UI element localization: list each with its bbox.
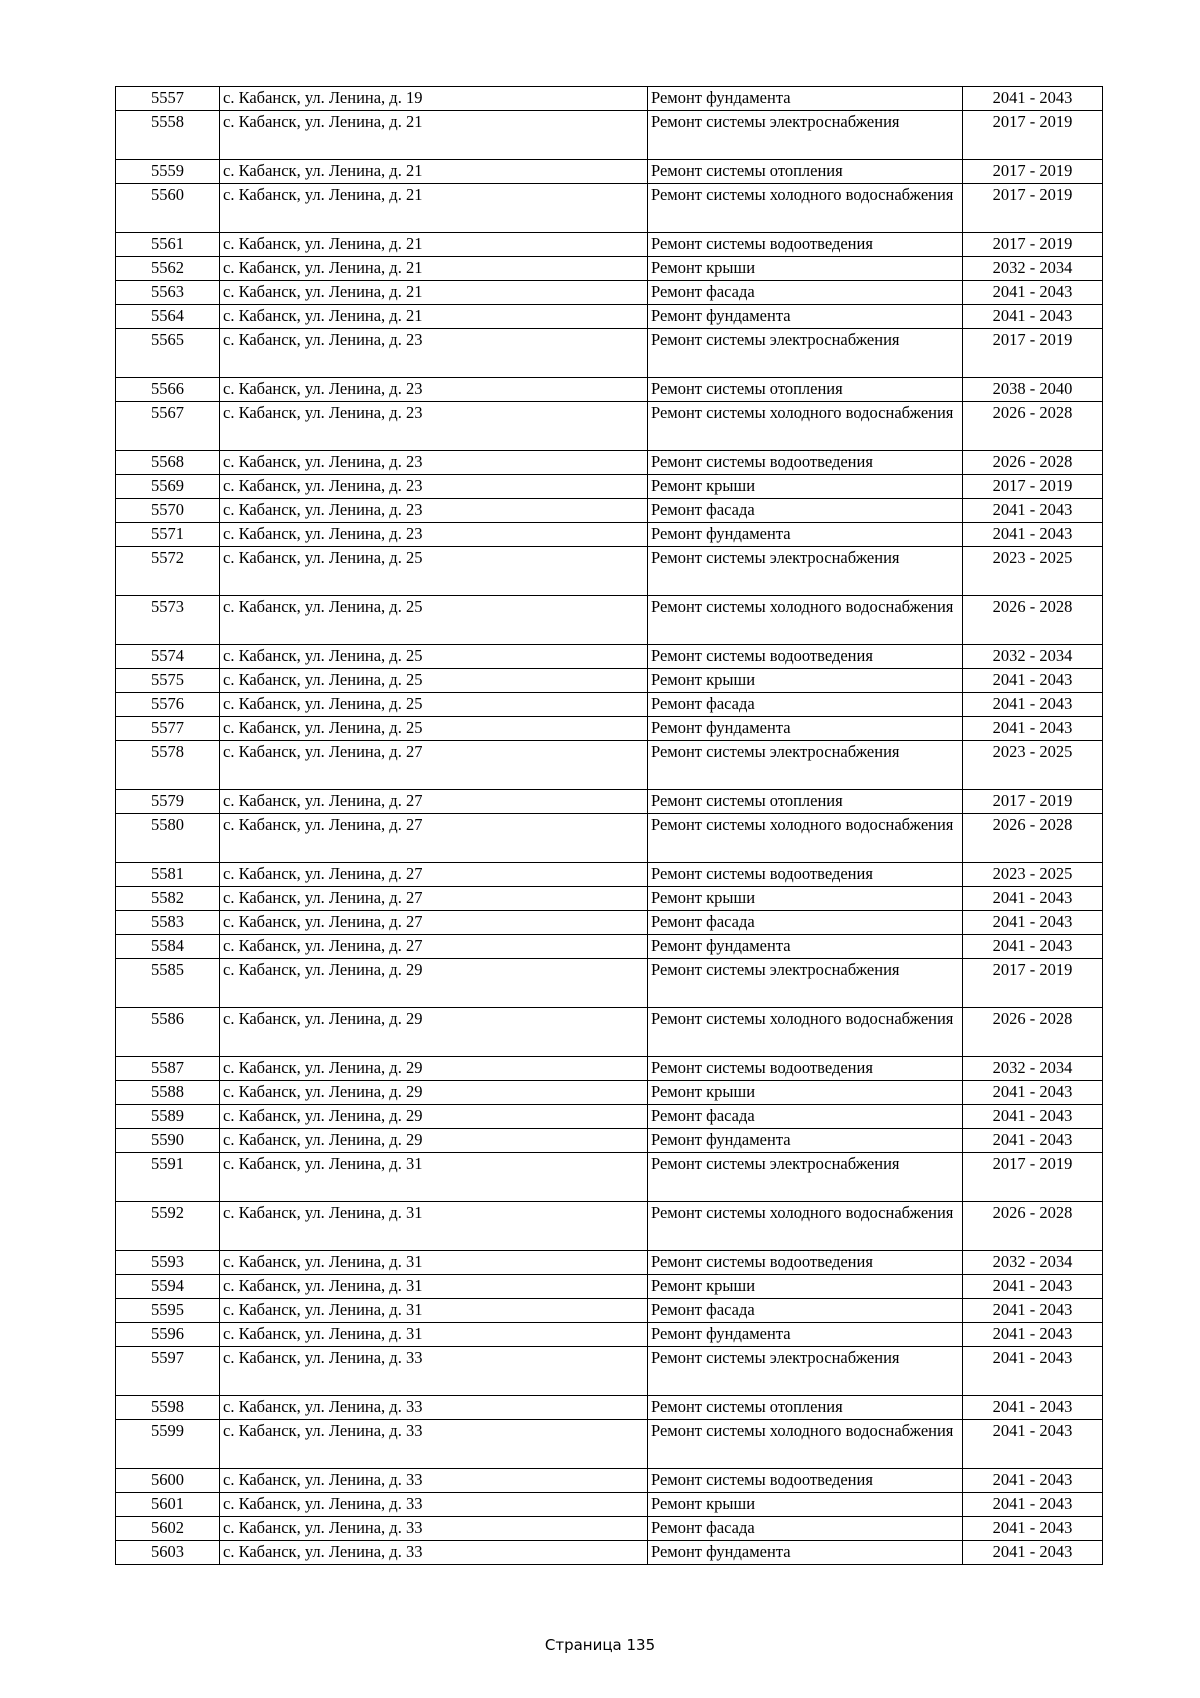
- table-row: [116, 1347, 1103, 1396]
- address-cell: с. Кабанск, ул. Ленина, д. 29: [220, 1105, 648, 1129]
- work-type-cell: Ремонт системы водоотведения: [648, 645, 963, 669]
- table-row: [116, 959, 1103, 1008]
- table-row: [116, 305, 1103, 329]
- work-type-cell: Ремонт фасада: [648, 499, 963, 523]
- work-type-cell: Ремонт системы электроснабжения: [648, 547, 963, 596]
- row-number-cell: 5596: [116, 1323, 220, 1347]
- table-row: [116, 596, 1103, 645]
- table-row: [116, 378, 1103, 402]
- period-cell: 2026 - 2028: [963, 402, 1103, 451]
- table-row: [116, 1517, 1103, 1541]
- address-cell: с. Кабанск, ул. Ленина, д. 31: [220, 1323, 648, 1347]
- table-row: [116, 1153, 1103, 1202]
- address-cell: с. Кабанск, ул. Ленина, д. 25: [220, 669, 648, 693]
- row-number-cell: 5571: [116, 523, 220, 547]
- row-number-cell: 5560: [116, 184, 220, 233]
- address-cell: с. Кабанск, ул. Ленина, д. 25: [220, 596, 648, 645]
- period-cell: 2041 - 2043: [963, 1493, 1103, 1517]
- period-cell: 2041 - 2043: [963, 1129, 1103, 1153]
- table-row: [116, 402, 1103, 451]
- table-row: [116, 1129, 1103, 1153]
- row-number-cell: 5599: [116, 1420, 220, 1469]
- address-cell: с. Кабанск, ул. Ленина, д. 21: [220, 160, 648, 184]
- period-cell: 2023 - 2025: [963, 741, 1103, 790]
- work-type-cell: Ремонт системы водоотведения: [648, 1469, 963, 1493]
- table-row: [116, 111, 1103, 160]
- work-type-cell: Ремонт фасада: [648, 1299, 963, 1323]
- address-cell: с. Кабанск, ул. Ленина, д. 31: [220, 1153, 648, 1202]
- work-type-cell: Ремонт фундамента: [648, 935, 963, 959]
- work-type-cell: Ремонт фундамента: [648, 1541, 963, 1565]
- table-row: [116, 257, 1103, 281]
- table-row: [116, 693, 1103, 717]
- period-cell: 2041 - 2043: [963, 1299, 1103, 1323]
- row-number-cell: 5562: [116, 257, 220, 281]
- row-number-cell: 5565: [116, 329, 220, 378]
- period-cell: 2032 - 2034: [963, 645, 1103, 669]
- row-number-cell: 5580: [116, 814, 220, 863]
- address-cell: с. Кабанск, ул. Ленина, д. 27: [220, 911, 648, 935]
- period-cell: 2041 - 2043: [963, 887, 1103, 911]
- period-cell: 2041 - 2043: [963, 693, 1103, 717]
- row-number-cell: 5581: [116, 863, 220, 887]
- work-type-cell: Ремонт фасада: [648, 1517, 963, 1541]
- period-cell: 2041 - 2043: [963, 1323, 1103, 1347]
- row-number-cell: 5592: [116, 1202, 220, 1251]
- period-cell: 2041 - 2043: [963, 1469, 1103, 1493]
- address-cell: с. Кабанск, ул. Ленина, д. 23: [220, 523, 648, 547]
- table-row: [116, 717, 1103, 741]
- work-type-cell: Ремонт системы отопления: [648, 790, 963, 814]
- address-cell: с. Кабанск, ул. Ленина, д. 23: [220, 499, 648, 523]
- table-row: [116, 1202, 1103, 1251]
- work-type-cell: Ремонт системы электроснабжения: [648, 1153, 963, 1202]
- table-row: [116, 669, 1103, 693]
- table-row: [116, 1081, 1103, 1105]
- address-cell: с. Кабанск, ул. Ленина, д. 23: [220, 475, 648, 499]
- work-type-cell: Ремонт системы водоотведения: [648, 451, 963, 475]
- work-type-cell: Ремонт фундамента: [648, 87, 963, 111]
- work-type-cell: Ремонт системы электроснабжения: [648, 959, 963, 1008]
- row-number-cell: 5597: [116, 1347, 220, 1396]
- work-type-cell: Ремонт системы отопления: [648, 378, 963, 402]
- period-cell: 2023 - 2025: [963, 863, 1103, 887]
- row-number-cell: 5595: [116, 1299, 220, 1323]
- period-cell: 2017 - 2019: [963, 160, 1103, 184]
- table-row: [116, 281, 1103, 305]
- address-cell: с. Кабанск, ул. Ленина, д. 29: [220, 1129, 648, 1153]
- table-row: [116, 1541, 1103, 1565]
- period-cell: 2017 - 2019: [963, 233, 1103, 257]
- table-row: [116, 741, 1103, 790]
- table-row: [116, 1323, 1103, 1347]
- address-cell: с. Кабанск, ул. Ленина, д. 29: [220, 1057, 648, 1081]
- row-number-cell: 5577: [116, 717, 220, 741]
- work-type-cell: Ремонт системы холодного водоснабжения: [648, 402, 963, 451]
- work-type-cell: Ремонт системы холодного водоснабжения: [648, 1202, 963, 1251]
- table-row: [116, 645, 1103, 669]
- address-cell: с. Кабанск, ул. Ленина, д. 21: [220, 233, 648, 257]
- address-cell: с. Кабанск, ул. Ленина, д. 23: [220, 378, 648, 402]
- work-type-cell: Ремонт системы отопления: [648, 160, 963, 184]
- address-cell: с. Кабанск, ул. Ленина, д. 25: [220, 645, 648, 669]
- period-cell: 2041 - 2043: [963, 281, 1103, 305]
- row-number-cell: 5572: [116, 547, 220, 596]
- row-number-cell: 5589: [116, 1105, 220, 1129]
- table-body: [116, 87, 1103, 1565]
- period-cell: 2041 - 2043: [963, 669, 1103, 693]
- table-row: [116, 1251, 1103, 1275]
- table-row: [116, 1105, 1103, 1129]
- address-cell: с. Кабанск, ул. Ленина, д. 31: [220, 1275, 648, 1299]
- row-number-cell: 5594: [116, 1275, 220, 1299]
- row-number-cell: 5591: [116, 1153, 220, 1202]
- work-type-cell: Ремонт крыши: [648, 1275, 963, 1299]
- period-cell: 2032 - 2034: [963, 1057, 1103, 1081]
- table-row: [116, 1396, 1103, 1420]
- address-cell: с. Кабанск, ул. Ленина, д. 21: [220, 184, 648, 233]
- address-cell: с. Кабанск, ул. Ленина, д. 21: [220, 305, 648, 329]
- work-type-cell: Ремонт крыши: [648, 1081, 963, 1105]
- work-type-cell: Ремонт системы водоотведения: [648, 1057, 963, 1081]
- period-cell: 2032 - 2034: [963, 1251, 1103, 1275]
- address-cell: с. Кабанск, ул. Ленина, д. 29: [220, 959, 648, 1008]
- row-number-cell: 5601: [116, 1493, 220, 1517]
- address-cell: с. Кабанск, ул. Ленина, д. 27: [220, 814, 648, 863]
- table-row: [116, 499, 1103, 523]
- table-row: [116, 1299, 1103, 1323]
- work-type-cell: Ремонт фасада: [648, 281, 963, 305]
- address-cell: с. Кабанск, ул. Ленина, д. 27: [220, 887, 648, 911]
- row-number-cell: 5564: [116, 305, 220, 329]
- period-cell: 2023 - 2025: [963, 547, 1103, 596]
- period-cell: 2041 - 2043: [963, 1420, 1103, 1469]
- period-cell: 2041 - 2043: [963, 911, 1103, 935]
- address-cell: с. Кабанск, ул. Ленина, д. 31: [220, 1299, 648, 1323]
- table-row: [116, 233, 1103, 257]
- period-cell: 2017 - 2019: [963, 111, 1103, 160]
- work-type-cell: Ремонт фундамента: [648, 1323, 963, 1347]
- row-number-cell: 5583: [116, 911, 220, 935]
- address-cell: с. Кабанск, ул. Ленина, д. 33: [220, 1493, 648, 1517]
- row-number-cell: 5558: [116, 111, 220, 160]
- table-row: [116, 160, 1103, 184]
- work-type-cell: Ремонт системы холодного водоснабжения: [648, 596, 963, 645]
- row-number-cell: 5574: [116, 645, 220, 669]
- period-cell: 2041 - 2043: [963, 87, 1103, 111]
- row-number-cell: 5602: [116, 1517, 220, 1541]
- work-type-cell: Ремонт системы водоотведения: [648, 863, 963, 887]
- period-cell: 2017 - 2019: [963, 329, 1103, 378]
- work-type-cell: Ремонт крыши: [648, 887, 963, 911]
- period-cell: 2032 - 2034: [963, 257, 1103, 281]
- row-number-cell: 5567: [116, 402, 220, 451]
- row-number-cell: 5573: [116, 596, 220, 645]
- row-number-cell: 5557: [116, 87, 220, 111]
- table-row: [116, 1057, 1103, 1081]
- address-cell: с. Кабанск, ул. Ленина, д. 21: [220, 281, 648, 305]
- table-row: [116, 1008, 1103, 1057]
- table-row: [116, 911, 1103, 935]
- work-type-cell: Ремонт фасада: [648, 1105, 963, 1129]
- row-number-cell: 5584: [116, 935, 220, 959]
- row-number-cell: 5590: [116, 1129, 220, 1153]
- row-number-cell: 5588: [116, 1081, 220, 1105]
- address-cell: с. Кабанск, ул. Ленина, д. 31: [220, 1202, 648, 1251]
- row-number-cell: 5585: [116, 959, 220, 1008]
- row-number-cell: 5587: [116, 1057, 220, 1081]
- work-type-cell: Ремонт системы холодного водоснабжения: [648, 1420, 963, 1469]
- address-cell: с. Кабанск, ул. Ленина, д. 19: [220, 87, 648, 111]
- row-number-cell: 5582: [116, 887, 220, 911]
- table-row: [116, 863, 1103, 887]
- period-cell: 2041 - 2043: [963, 717, 1103, 741]
- address-cell: с. Кабанск, ул. Ленина, д. 21: [220, 111, 648, 160]
- period-cell: 2041 - 2043: [963, 1396, 1103, 1420]
- row-number-cell: 5566: [116, 378, 220, 402]
- row-number-cell: 5603: [116, 1541, 220, 1565]
- work-type-cell: Ремонт фундамента: [648, 305, 963, 329]
- address-cell: с. Кабанск, ул. Ленина, д. 23: [220, 451, 648, 475]
- period-cell: 2038 - 2040: [963, 378, 1103, 402]
- row-number-cell: 5569: [116, 475, 220, 499]
- table-row: [116, 790, 1103, 814]
- work-type-cell: Ремонт крыши: [648, 669, 963, 693]
- address-cell: с. Кабанск, ул. Ленина, д. 33: [220, 1420, 648, 1469]
- address-cell: с. Кабанск, ул. Ленина, д. 33: [220, 1396, 648, 1420]
- table-row: [116, 1420, 1103, 1469]
- work-type-cell: Ремонт системы отопления: [648, 1396, 963, 1420]
- row-number-cell: 5568: [116, 451, 220, 475]
- table-row: [116, 935, 1103, 959]
- period-cell: 2017 - 2019: [963, 475, 1103, 499]
- work-type-cell: Ремонт фасада: [648, 911, 963, 935]
- table-row: [116, 814, 1103, 863]
- row-number-cell: 5561: [116, 233, 220, 257]
- period-cell: 2017 - 2019: [963, 1153, 1103, 1202]
- period-cell: 2041 - 2043: [963, 1541, 1103, 1565]
- work-type-cell: Ремонт системы холодного водоснабжения: [648, 184, 963, 233]
- address-cell: с. Кабанск, ул. Ленина, д. 25: [220, 547, 648, 596]
- row-number-cell: 5576: [116, 693, 220, 717]
- period-cell: 2026 - 2028: [963, 1202, 1103, 1251]
- address-cell: с. Кабанск, ул. Ленина, д. 23: [220, 402, 648, 451]
- address-cell: с. Кабанск, ул. Ленина, д. 25: [220, 717, 648, 741]
- row-number-cell: 5559: [116, 160, 220, 184]
- work-type-cell: Ремонт фасада: [648, 693, 963, 717]
- table-row: [116, 329, 1103, 378]
- table-row: [116, 184, 1103, 233]
- period-cell: 2041 - 2043: [963, 305, 1103, 329]
- row-number-cell: 5563: [116, 281, 220, 305]
- address-cell: с. Кабанск, ул. Ленина, д. 29: [220, 1008, 648, 1057]
- table-row: [116, 1493, 1103, 1517]
- period-cell: 2026 - 2028: [963, 596, 1103, 645]
- period-cell: 2041 - 2043: [963, 1275, 1103, 1299]
- table-row: [116, 475, 1103, 499]
- work-type-cell: Ремонт фундамента: [648, 717, 963, 741]
- row-number-cell: 5570: [116, 499, 220, 523]
- work-type-cell: Ремонт системы электроснабжения: [648, 1347, 963, 1396]
- work-type-cell: Ремонт системы водоотведения: [648, 1251, 963, 1275]
- period-cell: 2041 - 2043: [963, 1347, 1103, 1396]
- period-cell: 2026 - 2028: [963, 814, 1103, 863]
- work-type-cell: Ремонт системы электроснабжения: [648, 111, 963, 160]
- address-cell: с. Кабанск, ул. Ленина, д. 33: [220, 1541, 648, 1565]
- address-cell: с. Кабанск, ул. Ленина, д. 33: [220, 1517, 648, 1541]
- address-cell: с. Кабанск, ул. Ленина, д. 23: [220, 329, 648, 378]
- table-row: [116, 547, 1103, 596]
- table-row: [116, 451, 1103, 475]
- period-cell: 2026 - 2028: [963, 451, 1103, 475]
- period-cell: 2041 - 2043: [963, 935, 1103, 959]
- address-cell: с. Кабанск, ул. Ленина, д. 27: [220, 741, 648, 790]
- address-cell: с. Кабанск, ул. Ленина, д. 29: [220, 1081, 648, 1105]
- row-number-cell: 5575: [116, 669, 220, 693]
- repair-schedule-table: [115, 86, 1103, 1565]
- work-type-cell: Ремонт системы холодного водоснабжения: [648, 814, 963, 863]
- row-number-cell: 5593: [116, 1251, 220, 1275]
- period-cell: 2017 - 2019: [963, 959, 1103, 1008]
- table-row: [116, 523, 1103, 547]
- period-cell: 2041 - 2043: [963, 499, 1103, 523]
- period-cell: 2026 - 2028: [963, 1008, 1103, 1057]
- table-row: [116, 87, 1103, 111]
- period-cell: 2041 - 2043: [963, 1105, 1103, 1129]
- work-type-cell: Ремонт системы электроснабжения: [648, 741, 963, 790]
- period-cell: 2041 - 2043: [963, 1081, 1103, 1105]
- work-type-cell: Ремонт крыши: [648, 475, 963, 499]
- address-cell: с. Кабанск, ул. Ленина, д. 27: [220, 790, 648, 814]
- period-cell: 2017 - 2019: [963, 184, 1103, 233]
- address-cell: с. Кабанск, ул. Ленина, д. 21: [220, 257, 648, 281]
- work-type-cell: Ремонт системы водоотведения: [648, 233, 963, 257]
- period-cell: 2041 - 2043: [963, 1517, 1103, 1541]
- table-row: [116, 887, 1103, 911]
- work-type-cell: Ремонт крыши: [648, 257, 963, 281]
- work-type-cell: Ремонт фундамента: [648, 523, 963, 547]
- table-row: [116, 1469, 1103, 1493]
- address-cell: с. Кабанск, ул. Ленина, д. 33: [220, 1469, 648, 1493]
- work-type-cell: Ремонт фундамента: [648, 1129, 963, 1153]
- address-cell: с. Кабанск, ул. Ленина, д. 27: [220, 935, 648, 959]
- address-cell: с. Кабанск, ул. Ленина, д. 31: [220, 1251, 648, 1275]
- work-type-cell: Ремонт системы электроснабжения: [648, 329, 963, 378]
- work-type-cell: Ремонт системы холодного водоснабжения: [648, 1008, 963, 1057]
- row-number-cell: 5598: [116, 1396, 220, 1420]
- row-number-cell: 5578: [116, 741, 220, 790]
- period-cell: 2017 - 2019: [963, 790, 1103, 814]
- address-cell: с. Кабанск, ул. Ленина, д. 25: [220, 693, 648, 717]
- period-cell: 2041 - 2043: [963, 523, 1103, 547]
- row-number-cell: 5600: [116, 1469, 220, 1493]
- work-type-cell: Ремонт крыши: [648, 1493, 963, 1517]
- address-cell: с. Кабанск, ул. Ленина, д. 33: [220, 1347, 648, 1396]
- row-number-cell: 5586: [116, 1008, 220, 1057]
- address-cell: с. Кабанск, ул. Ленина, д. 27: [220, 863, 648, 887]
- row-number-cell: 5579: [116, 790, 220, 814]
- table-row: [116, 1275, 1103, 1299]
- page-number: Страница 135: [544, 1636, 656, 1654]
